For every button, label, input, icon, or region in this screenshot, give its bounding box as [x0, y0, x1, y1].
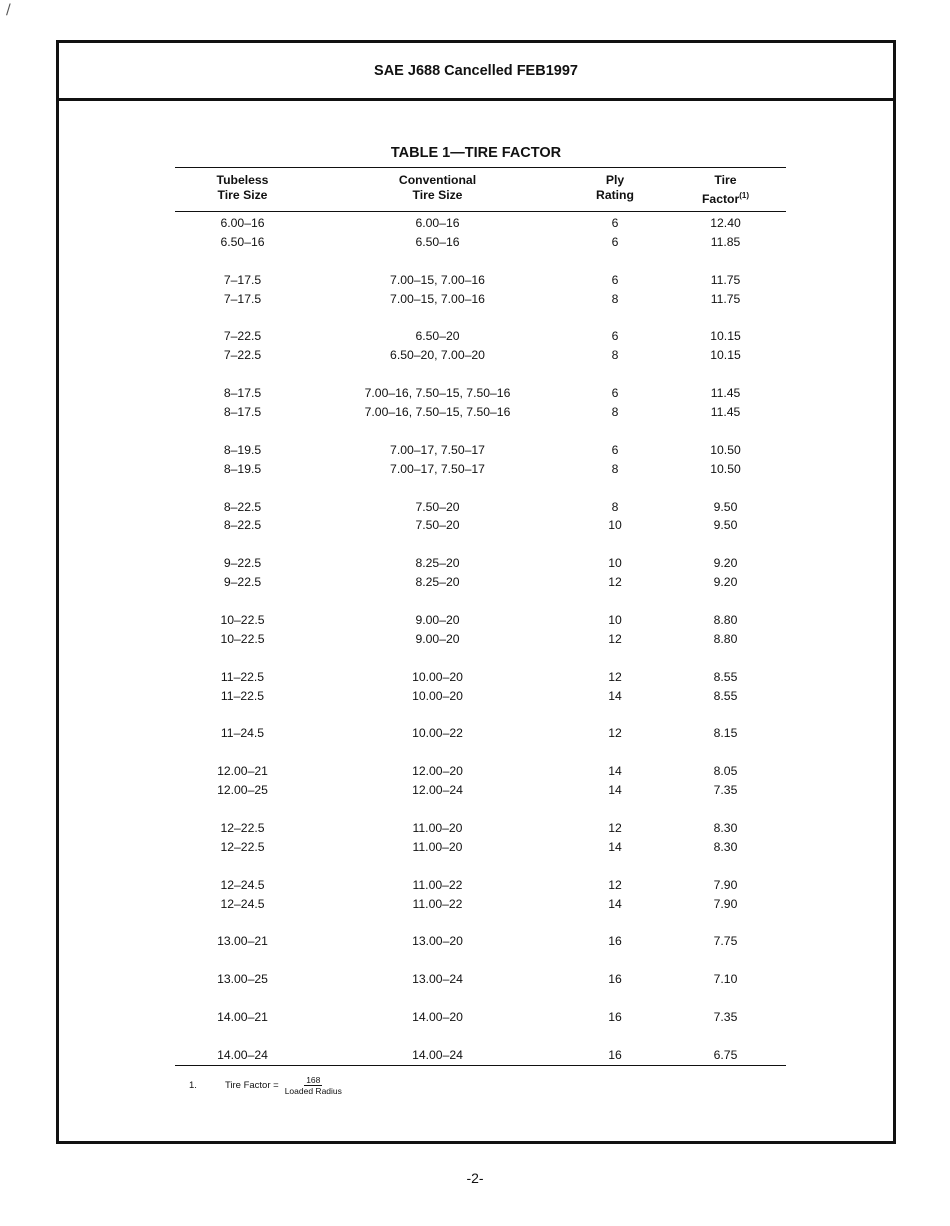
table-row [175, 441, 786, 460]
table-row [175, 611, 786, 630]
cell-conventional-size: 10.00–20 [412, 669, 463, 684]
group-spacer [175, 706, 786, 725]
cell-ply-rating: 16 [608, 934, 622, 949]
cell-conventional-size: 7.00–17, 7.50–17 [390, 442, 485, 457]
table-row [175, 212, 786, 233]
cell-tire-factor: 12.40 [710, 216, 741, 231]
cell-ply-rating: 12 [608, 669, 622, 684]
group-spacer [175, 479, 786, 498]
table-header-row [175, 168, 786, 212]
table-row [175, 932, 786, 951]
cell-tubeless-size: 10–22.5 [220, 631, 265, 646]
col-header-factor-line2: Factor [701, 192, 740, 207]
cell-tubeless-size: 7–17.5 [223, 272, 262, 287]
table-row [175, 970, 786, 989]
group-spacer-cell [175, 592, 786, 611]
cell-tire-factor: 8.30 [713, 839, 738, 854]
group-spacer-cell [175, 535, 786, 554]
cell-tubeless-size: 7–17.5 [223, 291, 262, 306]
cell-tire-factor: 11.85 [710, 234, 741, 249]
cell-conventional-size: 7.00–15, 7.00–16 [390, 272, 485, 287]
cell-ply-rating: 16 [608, 972, 622, 987]
table-row [175, 498, 786, 517]
cell-tire-factor: 9.50 [713, 518, 738, 533]
group-spacer-cell [175, 309, 786, 328]
cell-tire-factor: 7.90 [713, 877, 738, 892]
group-spacer-cell [175, 989, 786, 1008]
cell-tubeless-size: 8–17.5 [223, 386, 262, 401]
group-spacer-cell [175, 365, 786, 384]
cell-tubeless-size: 8–22.5 [223, 499, 262, 514]
col-header-ply [565, 168, 665, 212]
cell-ply-rating: 16 [608, 1009, 622, 1024]
table-row [175, 346, 786, 365]
cell-tire-factor: 7.10 [713, 972, 738, 987]
cell-conventional-size: 13.00–24 [412, 972, 463, 987]
group-spacer-cell [175, 743, 786, 762]
table-row [175, 516, 786, 535]
cell-tire-factor: 8.55 [713, 669, 738, 684]
cell-ply-rating: 8 [611, 405, 619, 420]
cell-tubeless-size: 11–22.5 [220, 688, 265, 703]
group-spacer-cell [175, 649, 786, 668]
table-row [175, 668, 786, 687]
cell-ply-rating: 12 [608, 631, 622, 646]
group-spacer [175, 989, 786, 1008]
cell-conventional-size: 8.25–20 [415, 575, 460, 590]
col-header-conventional-line2: Tire Size [412, 188, 463, 202]
table-row [175, 290, 786, 309]
document-header [59, 43, 893, 101]
table-row [175, 630, 786, 649]
cell-tubeless-size: 8–22.5 [223, 518, 262, 533]
cell-tubeless-size: 9–22.5 [223, 575, 262, 590]
cell-tire-factor: 11.45 [710, 386, 741, 401]
table-row [175, 384, 786, 403]
group-spacer-cell [175, 800, 786, 819]
cell-ply-rating: 16 [565, 1046, 665, 1065]
group-spacer [175, 1027, 786, 1046]
cell-tubeless-size: 12–24.5 [220, 896, 265, 911]
footnote-number: 1. [189, 1080, 197, 1091]
cell-tubeless-size: 12–22.5 [220, 839, 265, 854]
page-frame [56, 40, 896, 1144]
cell-conventional-size: 7.00–16, 7.50–15, 7.50–16 [364, 405, 511, 420]
cell-tubeless-size: 14.00–24 [175, 1046, 310, 1065]
col-header-conventional-line1: Conventional [398, 173, 477, 187]
cell-tubeless-size: 10–22.5 [220, 612, 265, 627]
cell-ply-rating: 6 [611, 216, 619, 231]
cell-ply-rating: 12 [608, 726, 622, 741]
cell-tire-factor: 7.35 [713, 783, 738, 798]
cell-ply-rating: 6 [611, 329, 619, 344]
cell-tire-factor: 9.20 [713, 556, 738, 571]
group-spacer-cell [175, 706, 786, 725]
group-spacer [175, 422, 786, 441]
cell-tire-factor: 8.15 [713, 726, 738, 741]
cell-tubeless-size: 13.00–21 [217, 934, 268, 949]
cell-tire-factor: 11.75 [710, 272, 741, 287]
group-spacer [175, 592, 786, 611]
cell-ply-rating: 14 [608, 688, 622, 703]
table-row [175, 895, 786, 914]
group-spacer [175, 309, 786, 328]
footnote-reference: (1) [739, 191, 750, 200]
group-spacer [175, 365, 786, 384]
cell-tubeless-size: 13.00–25 [217, 972, 268, 987]
table-row [175, 403, 786, 422]
cell-conventional-size: 11.00–22 [412, 896, 463, 911]
group-spacer [175, 857, 786, 876]
cell-ply-rating: 12 [608, 575, 622, 590]
group-spacer-cell [175, 1027, 786, 1046]
cell-tubeless-size: 8–17.5 [223, 405, 262, 420]
cell-ply-rating: 8 [611, 499, 619, 514]
cell-tubeless-size: 12–22.5 [220, 820, 265, 835]
corner-mark: / [6, 2, 11, 18]
cell-tubeless-size: 12–24.5 [220, 877, 265, 892]
cell-conventional-size: 13.00–20 [412, 934, 463, 949]
group-spacer [175, 252, 786, 271]
cell-conventional-size: 12.00–24 [412, 783, 463, 798]
table-row [175, 573, 786, 592]
cell-conventional-size: 14.00–20 [412, 1009, 463, 1024]
cell-tubeless-size: 9–22.5 [223, 556, 262, 571]
group-spacer-cell [175, 252, 786, 271]
cell-ply-rating: 8 [611, 461, 619, 476]
cell-conventional-size: 10.00–22 [412, 726, 463, 741]
cell-tubeless-size: 12.00–25 [217, 783, 268, 798]
cell-tubeless-size: 11–22.5 [220, 669, 265, 684]
cell-tire-factor: 7.35 [713, 1009, 738, 1024]
cell-tubeless-size: 8–19.5 [223, 461, 262, 476]
footnote-label: Tire Factor = [224, 1080, 279, 1091]
cell-tubeless-size: 6.00–16 [220, 216, 265, 231]
cell-conventional-size: 6.50–16 [415, 234, 460, 249]
cell-ply-rating: 10 [608, 556, 622, 571]
table-row [175, 271, 786, 290]
tire-factor-table [175, 167, 786, 1066]
cell-ply-rating: 6 [611, 272, 619, 287]
table-row [175, 724, 786, 743]
table-row [175, 327, 786, 346]
cell-conventional-size: 10.00–20 [412, 688, 463, 703]
cell-tire-factor: 10.15 [710, 348, 741, 363]
cell-conventional-size: 7.50–20 [415, 499, 460, 514]
cell-conventional-size: 8.25–20 [415, 556, 460, 571]
footnote [189, 1075, 344, 1096]
col-header-tubeless [175, 168, 310, 212]
table-row [175, 233, 786, 252]
cell-tire-factor: 7.90 [713, 896, 738, 911]
cell-tire-factor: 10.50 [710, 442, 741, 457]
cell-ply-rating: 14 [608, 896, 622, 911]
document-title: SAE J688 Cancelled FEB1997 [374, 62, 578, 79]
formula-numerator: 168 [306, 1075, 321, 1085]
col-header-factor [665, 168, 786, 212]
col-header-conventional [310, 168, 565, 212]
group-spacer [175, 951, 786, 970]
cell-tire-factor: 8.55 [713, 688, 738, 703]
cell-tire-factor: 9.50 [713, 499, 738, 514]
group-spacer-cell [175, 479, 786, 498]
page-number: -2- [466, 1170, 484, 1186]
cell-conventional-size: 7.00–17, 7.50–17 [390, 461, 485, 476]
cell-tubeless-size: 7–22.5 [223, 348, 262, 363]
cell-conventional-size: 14.00–24 [310, 1046, 565, 1065]
cell-tire-factor: 8.30 [713, 820, 738, 835]
cell-conventional-size: 7.00–16, 7.50–15, 7.50–16 [364, 386, 511, 401]
cell-conventional-size: 9.00–20 [415, 612, 460, 627]
cell-ply-rating: 14 [608, 839, 622, 854]
cell-tire-factor: 8.80 [713, 612, 738, 627]
cell-tubeless-size: 7–22.5 [223, 329, 262, 344]
group-spacer-cell [175, 857, 786, 876]
group-spacer [175, 800, 786, 819]
cell-ply-rating: 6 [611, 442, 619, 457]
group-spacer-cell [175, 422, 786, 441]
table-row [175, 876, 786, 895]
cell-tubeless-size: 8–19.5 [223, 442, 262, 457]
cell-tire-factor: 8.80 [713, 631, 738, 646]
formula-denominator: Loaded Radius [284, 1086, 342, 1096]
cell-ply-rating: 14 [608, 783, 622, 798]
cell-ply-rating: 8 [611, 291, 619, 306]
cell-tubeless-size: 14.00–21 [217, 1009, 268, 1024]
cell-conventional-size: 11.00–22 [412, 877, 463, 892]
table-row [175, 838, 786, 857]
cell-conventional-size: 11.00–20 [412, 839, 463, 854]
cell-conventional-size: 6.50–20 [415, 329, 460, 344]
cell-conventional-size: 12.00–20 [412, 764, 463, 779]
col-header-tubeless-line1: Tubeless [216, 173, 269, 187]
cell-ply-rating: 6 [611, 386, 619, 401]
group-spacer-cell [175, 913, 786, 932]
cell-ply-rating: 12 [608, 820, 622, 835]
table-body [175, 212, 786, 1066]
cell-tire-factor: 9.20 [713, 575, 738, 590]
group-spacer-cell [175, 951, 786, 970]
cell-ply-rating: 12 [608, 877, 622, 892]
cell-tire-factor: 6.75 [665, 1046, 786, 1065]
cell-tire-factor: 7.75 [713, 934, 738, 949]
cell-tubeless-size: 12.00–21 [217, 764, 268, 779]
col-header-ply-line2: Rating [596, 188, 634, 202]
cell-ply-rating: 6 [611, 234, 619, 249]
col-header-ply-line1: Ply [605, 173, 625, 187]
footnote-formula [225, 1075, 344, 1096]
cell-tubeless-size: 6.50–16 [220, 234, 265, 249]
cell-tire-factor: 10.15 [710, 329, 741, 344]
table-row [175, 554, 786, 573]
cell-ply-rating: 10 [608, 518, 622, 533]
col-header-tubeless-line2: Tire Size [217, 188, 268, 202]
cell-conventional-size: 7.50–20 [415, 518, 460, 533]
cell-tire-factor: 11.45 [710, 405, 741, 420]
cell-ply-rating: 14 [608, 764, 622, 779]
cell-tire-factor: 10.50 [710, 461, 741, 476]
cell-conventional-size: 6.00–16 [415, 216, 460, 231]
cell-conventional-size: 9.00–20 [415, 631, 460, 646]
group-spacer [175, 743, 786, 762]
group-spacer [175, 535, 786, 554]
table-title: TABLE 1—TIRE FACTOR [390, 145, 562, 161]
col-header-factor-line1: Tire [714, 173, 737, 187]
formula-fraction [283, 1075, 344, 1096]
cell-conventional-size: 6.50–20, 7.00–20 [390, 348, 485, 363]
table-row [175, 1046, 786, 1065]
group-spacer [175, 913, 786, 932]
table-row [175, 1008, 786, 1027]
table-row [175, 687, 786, 706]
cell-conventional-size: 7.00–15, 7.00–16 [390, 291, 485, 306]
cell-tire-factor: 11.75 [710, 291, 741, 306]
group-spacer [175, 649, 786, 668]
cell-conventional-size: 11.00–20 [412, 820, 463, 835]
cell-tire-factor: 8.05 [713, 764, 738, 779]
table-row [175, 762, 786, 781]
cell-ply-rating: 8 [611, 348, 619, 363]
table-row [175, 819, 786, 838]
table-row [175, 460, 786, 479]
cell-tubeless-size: 11–24.5 [220, 726, 265, 741]
table-row [175, 781, 786, 800]
cell-ply-rating: 10 [608, 612, 622, 627]
